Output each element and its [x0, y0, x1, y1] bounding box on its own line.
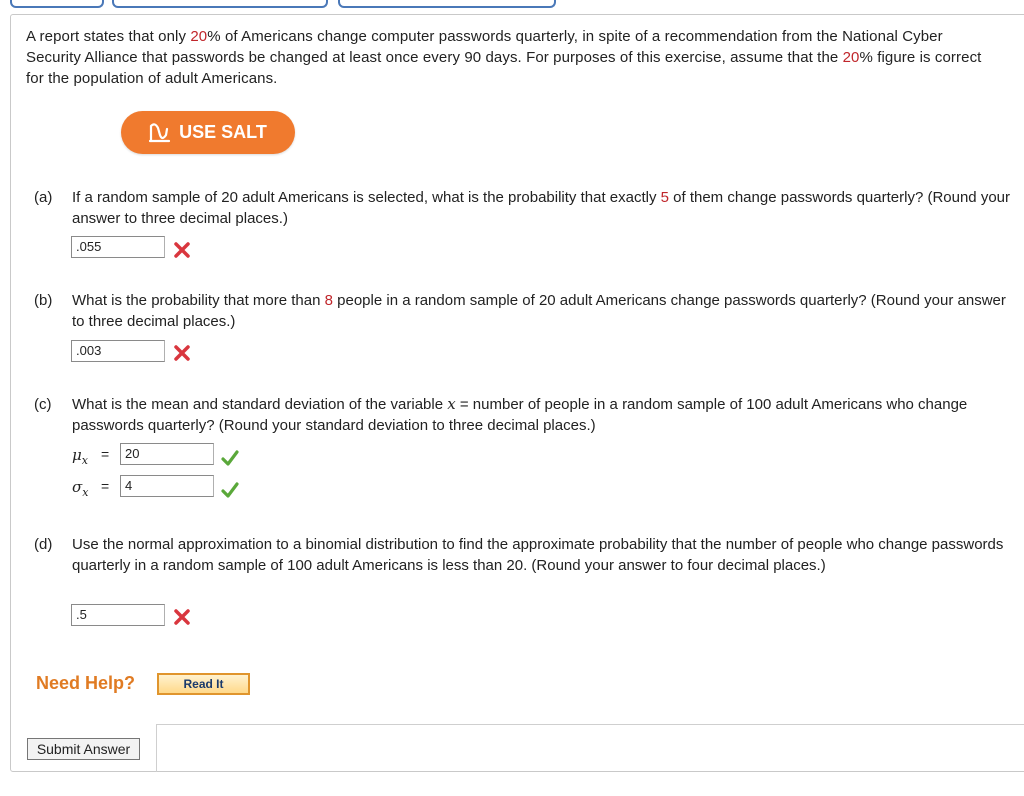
part-d-answer-input[interactable]: [71, 604, 165, 626]
part-b-text-1: What is the probability that more than: [72, 292, 325, 309]
part-c-text: [72, 394, 1012, 436]
read-it-button[interactable]: Read It: [157, 673, 250, 695]
tab-edge-middle[interactable]: [112, 0, 328, 8]
correct-check-icon: [221, 481, 239, 499]
sigma-subscript: x: [82, 486, 89, 499]
intro-text-3: % figure is correct for the population of adult Americans.: [26, 49, 982, 87]
part-a-text-2: of them change passwords quarterly? (Round your answer to three decimal places.): [72, 189, 1010, 227]
incorrect-x-icon: [173, 608, 191, 626]
use-salt-label: USE SALT: [179, 122, 267, 142]
part-b-answer-input[interactable]: [71, 340, 165, 362]
part-d-label: (d): [34, 536, 53, 553]
sigma-symbol: [72, 478, 88, 499]
incorrect-x-icon: [173, 344, 191, 362]
part-b-text-2: people in a random sample of 20 adult Americans change passwords quarterly? (Round your answer to three decimal places.): [72, 292, 1006, 330]
section-divider-vertical: [156, 724, 157, 772]
tab-edge-left[interactable]: [10, 0, 104, 8]
part-a-number: 5: [660, 189, 669, 206]
std-dev-answer-input[interactable]: [120, 475, 214, 497]
tab-edge-right[interactable]: [338, 0, 556, 8]
part-c-label: (c): [34, 396, 52, 413]
mu-glyph: μ: [72, 446, 82, 464]
submit-answer-button[interactable]: Submit Answer: [27, 738, 140, 760]
part-b-label: (b): [34, 292, 53, 309]
part-a-label: (a): [34, 189, 53, 206]
question-intro: [26, 26, 1001, 89]
salt-logo-icon: [149, 123, 171, 143]
intro-percent-1: 20: [190, 28, 208, 45]
part-d-text: Use the normal approximation to a binomial distribution to find the approximate probability that the number of people who change passwords quarterly in a random sample of 100 adult Americans is less than 20. (Round your answer to four decimal places.): [72, 536, 1004, 574]
part-c-text-2: = number of people in a random sample of 100 adult Americans who change passwords quarterly? (Round your standard deviation to three decimal places.): [72, 396, 968, 434]
use-salt-button[interactable]: [121, 111, 295, 154]
part-b-text: [72, 290, 1012, 332]
top-tab-strip: [0, 0, 1024, 8]
part-c-variable: x: [447, 395, 456, 413]
part-a-text: [72, 187, 1012, 229]
mu-symbol: [72, 446, 88, 467]
part-a-text-1: If a random sample of 20 adult Americans is selected, what is the probability that exactly: [72, 189, 661, 206]
sigma-equals: =: [101, 478, 110, 494]
part-c-text-1: What is the mean and standard deviation of the variable: [72, 396, 448, 413]
sigma-glyph: σ: [72, 478, 83, 496]
correct-check-icon: [221, 449, 239, 467]
need-help-label: Need Help?: [36, 673, 136, 693]
section-divider: [156, 724, 1024, 725]
intro-percent-2: 20: [842, 49, 860, 66]
intro-text-1: A report states that only: [26, 28, 191, 45]
mu-equals: =: [101, 446, 110, 462]
intro-text-2: % of Americans change computer passwords quarterly, in spite of a recommendation from the National Cyber Security Alliance that passwords be changed at least once every 90 days. For purposes of this exercise, assume that the: [26, 28, 943, 66]
part-b-number: 8: [324, 292, 333, 309]
part-a-answer-input[interactable]: [71, 236, 165, 258]
mean-answer-input[interactable]: [120, 443, 214, 465]
incorrect-x-icon: [173, 241, 191, 259]
mu-subscript: x: [81, 454, 88, 467]
